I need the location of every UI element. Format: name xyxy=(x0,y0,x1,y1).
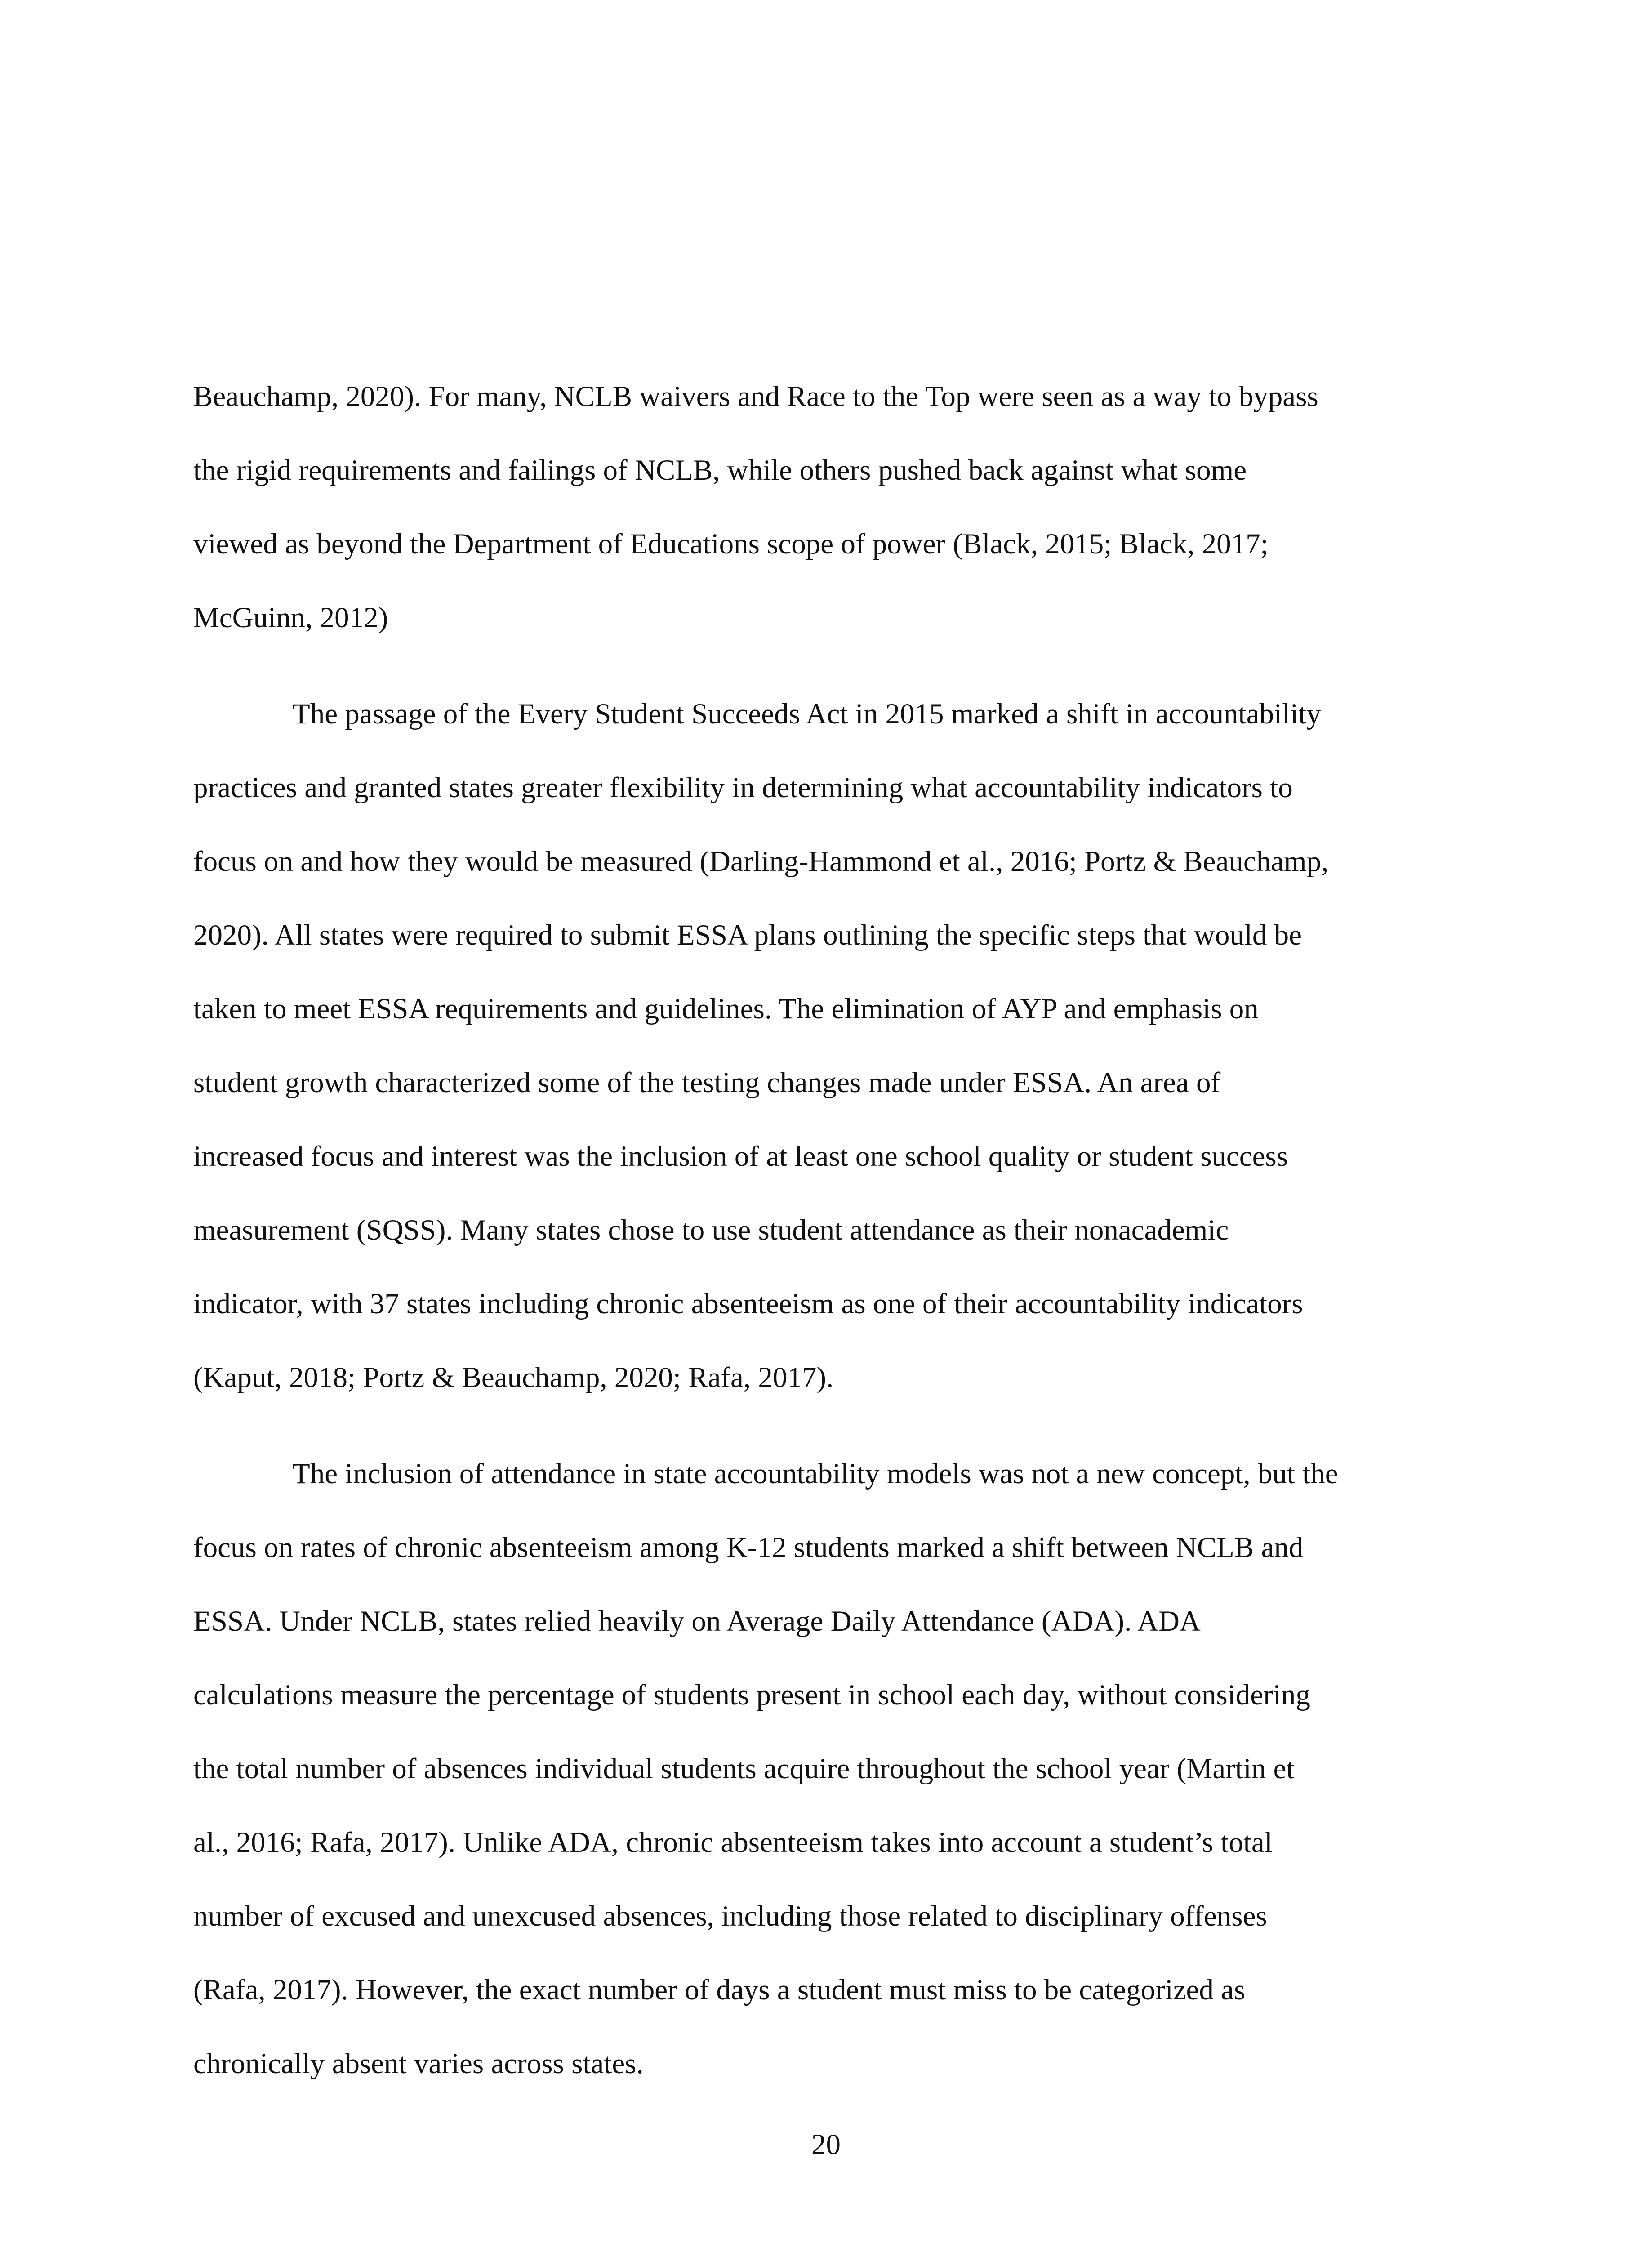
text-line: the rigid requirements and failings of NCLB, while others pushed back against what some xyxy=(193,454,1247,486)
text-line: the total number of absences individual students acquire throughout the school year (Martin et xyxy=(193,1753,1295,1785)
text-line: focus on and how they would be measured (Darling-Hammond et al., 2016; Portz & Beauchamp, xyxy=(193,845,1329,878)
text-line: (Kaput, 2018; Portz & Beauchamp, 2020; Rafa, 2017). xyxy=(193,1361,834,1394)
text-line: calculations measure the percentage of students present in school each day, without considering xyxy=(193,1679,1310,1711)
paragraph-2 xyxy=(193,677,1461,1414)
text-line: student growth characterized some of the testing changes made under ESSA. An area of xyxy=(193,1066,1221,1099)
paragraph-gap xyxy=(193,1414,1461,1437)
paragraph-3 xyxy=(193,1437,1461,2101)
text-line: ESSA. Under NCLB, states relied heavily on Average Daily Attendance (ADA). ADA xyxy=(193,1605,1201,1637)
paragraph-1 xyxy=(193,360,1461,655)
text-line: practices and granted states greater flexibility in determining what accountability indicators to xyxy=(193,772,1293,804)
paragraph-gap xyxy=(193,655,1461,677)
text-line: Beauchamp, 2020). For many, NCLB waivers and Race to the Top were seen as a way to bypass xyxy=(193,380,1318,413)
text-line: indicator, with 37 states including chronic absenteeism as one of their accountability indicators xyxy=(193,1288,1303,1320)
text-line: focus on rates of chronic absenteeism among K-12 students marked a shift between NCLB and xyxy=(193,1531,1304,1564)
text-line: taken to meet ESSA requirements and guidelines. The elimination of AYP and emphasis on xyxy=(193,993,1259,1025)
text-line: The passage of the Every Student Succeeds Act in 2015 marked a shift in accountability xyxy=(292,698,1321,730)
body-text xyxy=(193,360,1461,2101)
text-line: 2020). All states were required to submit ESSA plans outlining the specific steps that would be xyxy=(193,919,1302,951)
text-line: chronically absent varies across states. xyxy=(193,2047,644,2080)
text-line: number of excused and unexcused absences, including those related to disciplinary offenses xyxy=(193,1900,1267,1932)
text-line: (Rafa, 2017). However, the exact number of days a student must miss to be categorized as xyxy=(193,1974,1246,2006)
text-line: increased focus and interest was the inclusion of at least one school quality or student success xyxy=(193,1140,1288,1173)
text-line: measurement (SQSS). Many states chose to use student attendance as their nonacademic xyxy=(193,1214,1229,1246)
text-line: al., 2016; Rafa, 2017). Unlike ADA, chronic absenteeism takes into account a student’s total xyxy=(193,1826,1273,1859)
text-line: McGuinn, 2012) xyxy=(193,602,388,634)
text-line: viewed as beyond the Department of Educations scope of power (Black, 2015; Black, 2017; xyxy=(193,528,1269,560)
page-number: 20 xyxy=(811,2128,841,2161)
text-line: The inclusion of attendance in state accountability models was not a new concept, but the xyxy=(292,1458,1338,1490)
